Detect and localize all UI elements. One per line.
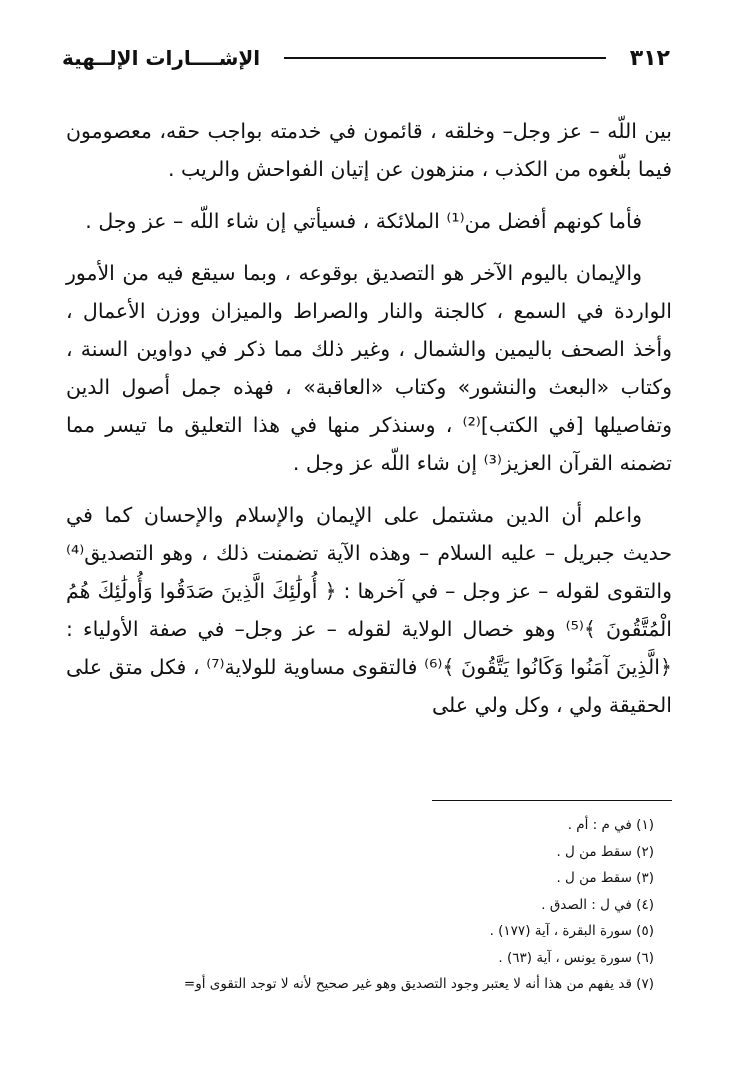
footnotes [66,812,672,998]
footnote-6: (٦) سورة يونس ، آية (٦٣) . [498,949,654,966]
header-rule [284,57,606,59]
running-title: الإشــــارات الإلــهية [62,46,261,70]
footnote-1: (١) في م : أم . [567,817,654,833]
paragraph-3: والإيمان باليوم الآخر هو التصديق بوقوعه ، وبما سيقع فيه من الأمور الواردة في السمع ، كالجنة والنار والصراط والميزان ووزن الأعمال ، وأخذ الصحف باليمين والشمال ، وغير ذلك مما ذكر في دواوين السنة ، وكتاب «البعث والنشور» وكتاب «العاقبة» ، فهذه جمل أصول الدين وتفاصيلها [في الكتب]⁽²⁾ ، وسنذكر منها في هذا التعليق ما تيسر مما تضمنه القرآن العزيز⁽³⁾ إن شاء اللّه عز وجل . [66,261,672,475]
footnote-3: (٣) سقط من ل . [556,870,654,886]
page-number: ٣١٢ [629,45,670,71]
footnote-separator [432,800,672,801]
footnote-4: (٤) في ل : الصدق . [541,896,654,913]
footnote-7: (٧) قد يفهم من هذا أنه لا يعتبر وجود التصديق وهو غير صحيح لأنه لا توجد التقوى أو= [183,976,654,992]
paragraph-2: فأما كونهم أفضل من⁽¹⁾ الملائكة ، فسيأتي إن شاء اللّه – عز وجل . [85,209,642,233]
footnote-5: (٥) سورة البقرة ، آية (١٧٧) . [489,923,654,939]
footnote-2: (٢) سقط من ل . [556,843,654,860]
main-text [66,112,672,738]
page-header [62,38,670,78]
paragraph-4: واعلم أن الدين مشتمل على الإيمان والإسلام والإحسان كما في حديث جبريل – عليه السلام – وهذه الآية تضمنت ذلك ، وهو التصديق⁽⁴⁾ والتقوى لقوله – عز وجل – في آخرها : ﴿ أُولَٰئِكَ الَّذِينَ صَدَقُوا وَأُولَٰئِكَ هُمُ الْمُتَّقُونَ ﴾⁽⁵⁾ وهو خصال الولاية لقوله – عز وجل– في صفة الأولياء :﴿الَّذِينَ آمَنُوا وَكَانُوا يَتَّقُونَ ﴾⁽⁶⁾ فالتقوى مساوية للولاية⁽⁷⁾ ، فكل متق على الحقيقة ولي ، وكل ولي على [66,503,672,717]
paragraph-1: بين اللّه – عز وجل– وخلقه ، قائمون في خدمته بواجب حقه، معصومون فيما بلّغوه من الكذب ، منزهون عن إتيان الفواحش والريب . [66,119,672,181]
